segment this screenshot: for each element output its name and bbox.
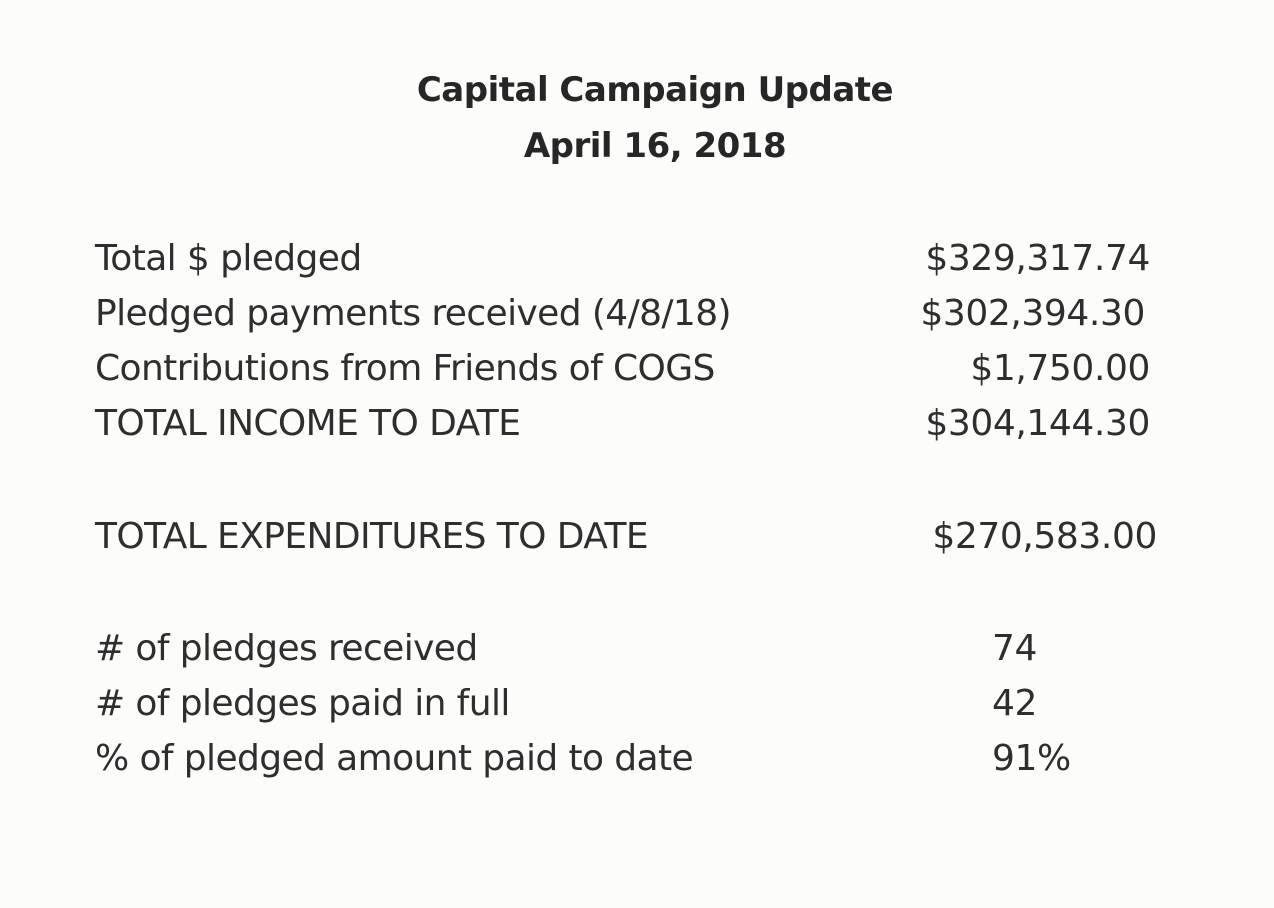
- row-value: 74: [992, 628, 1038, 669]
- row-value: 42: [992, 683, 1038, 724]
- row-label: # of pledges received: [95, 628, 478, 669]
- income-row-payments-received: [95, 293, 1195, 349]
- row-value: $304,144.30: [925, 403, 1150, 444]
- row-value: $270,583.00: [932, 516, 1157, 557]
- row-label: TOTAL EXPENDITURES TO DATE: [95, 516, 648, 557]
- pledges-row-paid-in-full: [95, 683, 1195, 739]
- row-label: Pledged payments received (4/8/18): [95, 293, 731, 334]
- income-row-total-pledged: [95, 238, 1195, 294]
- row-value: $302,394.30: [920, 293, 1145, 334]
- income-row-total-income: [95, 403, 1195, 459]
- row-value: 91%: [992, 738, 1071, 779]
- document-date: April 16, 2018: [523, 126, 787, 166]
- document-title: Capital Campaign Update: [416, 70, 894, 110]
- row-label: # of pledges paid in full: [95, 683, 510, 724]
- pledges-row-percent-paid: [95, 738, 1195, 794]
- row-label: % of pledged amount paid to date: [95, 738, 694, 779]
- expenditures-row: [95, 516, 1195, 572]
- row-value: $1,750.00: [970, 348, 1150, 389]
- row-label: Total $ pledged: [95, 238, 362, 279]
- row-value: $329,317.74: [925, 238, 1150, 279]
- row-label: Contributions from Friends of COGS: [95, 348, 715, 389]
- row-label: TOTAL INCOME TO DATE: [95, 403, 521, 444]
- income-row-contributions: [95, 348, 1195, 404]
- pledges-row-received: [95, 628, 1195, 684]
